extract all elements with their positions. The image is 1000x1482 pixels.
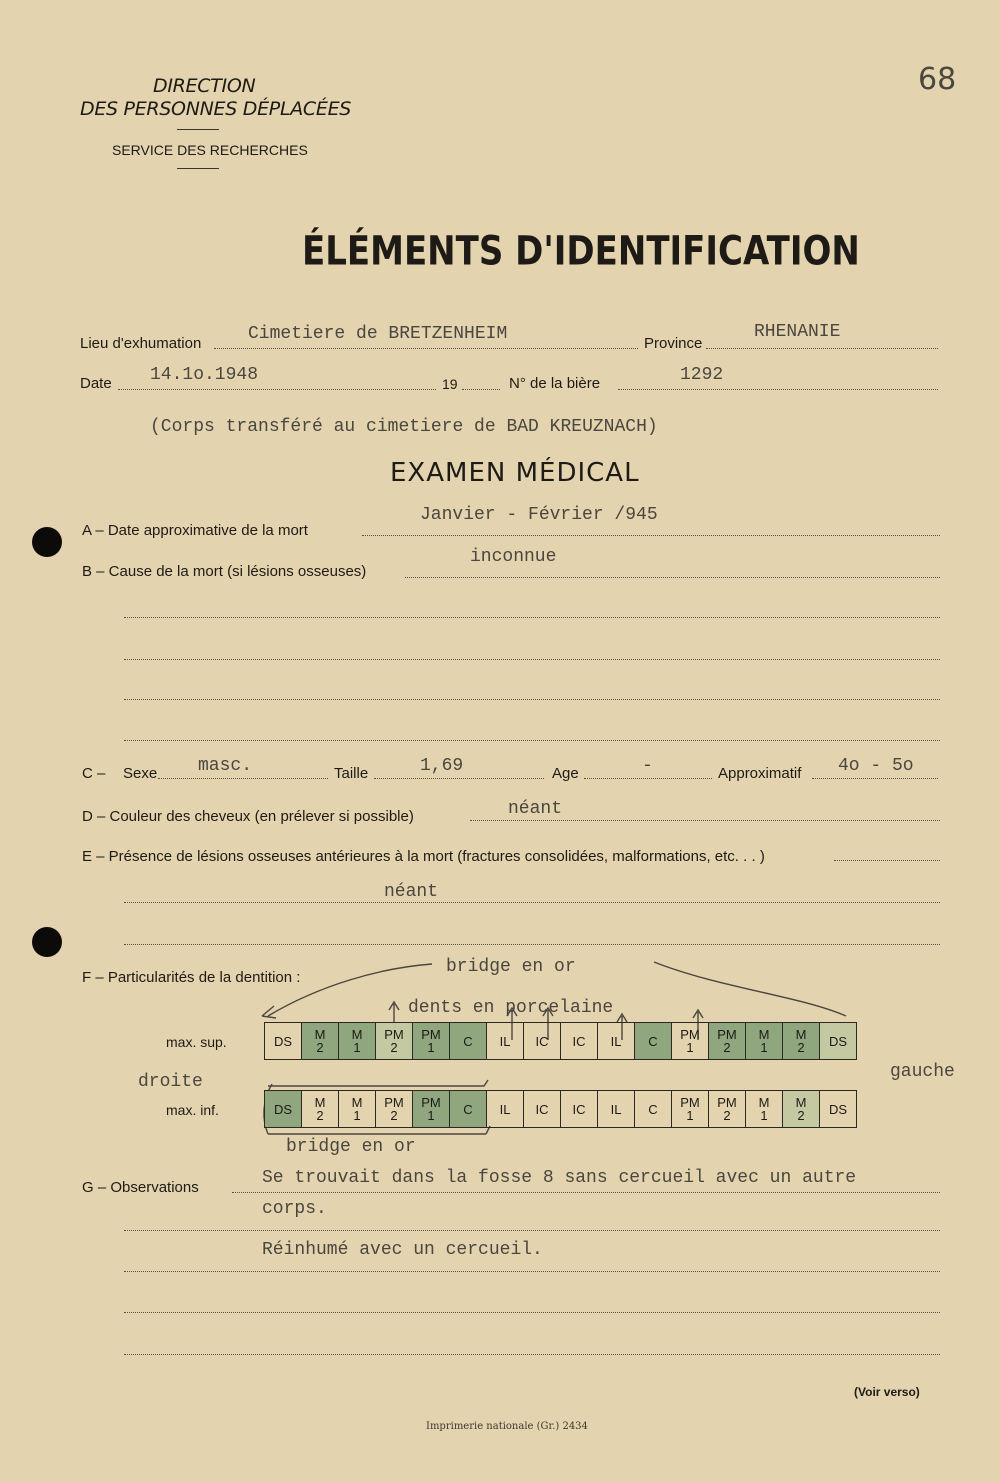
sup-tooth-2-code: M [351,1027,363,1042]
sup-tooth-1-number: 2 [316,1040,324,1055]
section-e-label: E – Présence de lésions osseuses antérieures à la mort (fractures consolidées, malformations, etc. . . ) [82,848,765,865]
inf-tooth-3-code: PM [384,1095,404,1110]
sup-tooth-1-code: M [314,1027,326,1042]
sup-tooth-7-code: IC [535,1033,549,1049]
sup-tooth-13 [746,1023,783,1060]
teeth-chart-upper [264,1022,857,1060]
sup-tooth-2-number: 1 [353,1040,361,1055]
inf-tooth-1-code: M [314,1095,326,1110]
lieu-label: Lieu d'exhumation [80,335,202,352]
inf-tooth-2-number: 1 [353,1108,361,1123]
sup-tooth-12 [709,1023,746,1060]
sup-tooth-13-code: M [758,1027,770,1042]
observation-line-1: Se trouvait dans la fosse 8 sans cercueil avec un autre [262,1168,857,1188]
section-b-label: B – Cause de la mort (si lésions osseuses) [82,563,367,580]
inf-tooth-11-number: 1 [686,1108,694,1123]
sup-tooth-7 [524,1023,561,1060]
sup-tooth-0-code: DS [273,1033,293,1049]
imprimerie: Imprimerie nationale (Gr.) 2434 [426,1421,588,1432]
header-direction: DIRECTION [153,75,256,97]
page-title: ÉLÉMENTS D'IDENTIFICATION [302,228,860,276]
observation-dots-2 [124,1230,940,1231]
taille-label: Taille [334,765,369,782]
sup-tooth-3-number: 2 [390,1040,398,1055]
observation-line-3: Réinhumé avec un cercueil. [262,1240,543,1260]
observation-dots-4 [124,1312,940,1313]
inf-tooth-12-code: PM [717,1095,737,1110]
inf-tooth-15 [820,1091,857,1128]
inf-tooth-8 [561,1091,598,1128]
sexe-value: masc. [198,756,253,776]
sup-tooth-14-number: 2 [797,1040,805,1055]
max-sup-label: max. sup. [166,1034,227,1050]
dentition-note-bottom: bridge en or [286,1137,416,1157]
inf-tooth-8-code: IC [572,1101,586,1117]
inf-tooth-14-code: M [795,1095,807,1110]
inf-tooth-12-number: 2 [723,1108,731,1123]
sup-tooth-4 [413,1023,450,1060]
header-service: SERVICE DES RECHERCHES [112,142,308,158]
sup-tooth-15-code: DS [828,1033,848,1049]
header-personnes: DES PERSONNES DÉPLACÉES [80,98,352,120]
sup-tooth-12-code: PM [717,1027,737,1042]
inf-tooth-13-number: 1 [760,1108,768,1123]
inf-tooth-15-code: DS [828,1101,848,1117]
section-g-label: G – Observations [82,1179,199,1196]
exam-title: EXAMEN MÉDICAL [390,458,640,488]
sup-tooth-5-code: C [463,1033,473,1049]
inf-tooth-3 [376,1091,413,1128]
sup-tooth-15 [820,1023,857,1060]
page-number: 68 [918,62,957,97]
sup-tooth-6 [487,1023,524,1060]
inf-tooth-10 [635,1091,672,1128]
voir-verso: (Voir verso) [854,1385,920,1399]
province-label: Province [644,335,703,352]
sup-tooth-1 [302,1023,339,1060]
sup-tooth-8 [561,1023,598,1060]
inf-tooth-14 [783,1091,820,1128]
section-e-value: néant [384,882,439,902]
inf-tooth-2-code: M [351,1095,363,1110]
section-f-label: F – Particularités de la dentition : [82,969,301,986]
date-label: Date [80,375,112,392]
lieu-value: Cimetiere de BRETZENHEIM [248,324,508,344]
section-g-dots [232,1192,940,1193]
sup-tooth-2 [339,1023,376,1060]
inf-tooth-7-code: IC [535,1101,549,1117]
max-inf-label: max. inf. [166,1102,219,1118]
taille-value: 1,69 [420,756,464,776]
sup-tooth-12-number: 2 [723,1040,731,1055]
sup-tooth-4-code: PM [421,1027,441,1042]
date-value: 14.1o.1948 [150,365,259,385]
inf-tooth-0-code: DS [273,1101,293,1117]
inf-tooth-11 [672,1091,709,1128]
sup-tooth-6-code: IL [499,1033,511,1049]
sup-tooth-10 [635,1023,672,1060]
sup-tooth-14 [783,1023,820,1060]
inf-tooth-13 [746,1091,783,1128]
inf-tooth-5 [450,1091,487,1128]
sup-tooth-4-number: 1 [427,1040,435,1055]
sup-tooth-10-code: C [648,1033,658,1049]
inf-tooth-10-code: C [648,1101,658,1117]
inf-tooth-3-number: 2 [390,1108,398,1123]
inf-tooth-4-code: PM [421,1095,441,1110]
inf-tooth-1-number: 2 [316,1108,324,1123]
inf-tooth-13-code: M [758,1095,770,1110]
droite-label: droite [138,1072,203,1092]
dentition-note-top: bridge en or [446,957,576,977]
section-a-value: Janvier - Février /945 [420,505,658,525]
sup-tooth-11-number: 1 [686,1040,694,1055]
age-label: Age [552,765,579,782]
inf-tooth-6 [487,1091,524,1128]
section-d-label: D – Couleur des cheveux (en prélever si possible) [82,808,414,825]
inf-tooth-2 [339,1091,376,1128]
inf-tooth-5-code: C [463,1101,473,1117]
inf-tooth-4-number: 1 [427,1108,435,1123]
sup-tooth-3-code: PM [384,1027,404,1042]
section-a-label: A – Date approximative de la mort [82,522,308,539]
approx-label: Approximatif [718,765,802,782]
observation-dots-3 [124,1271,940,1272]
approx-value: 4o - 5o [838,756,914,776]
sexe-label: Sexe [123,765,158,782]
sup-tooth-3 [376,1023,413,1060]
observation-dots-5 [124,1354,940,1355]
sup-tooth-5 [450,1023,487,1060]
observation-line-2: corps. [262,1199,327,1219]
inf-tooth-4 [413,1091,450,1128]
biere-label: N° de la bière [509,375,601,392]
sup-tooth-14-code: M [795,1027,807,1042]
sup-tooth-9 [598,1023,635,1060]
sup-tooth-8-code: IC [572,1033,586,1049]
sup-tooth-11 [672,1023,709,1060]
inf-tooth-0 [265,1091,302,1128]
age-value: - [642,756,653,776]
inf-tooth-9 [598,1091,635,1128]
section-b-value: inconnue [470,547,557,567]
inf-tooth-9-code: IL [610,1101,622,1117]
inf-tooth-11-code: PM [680,1095,700,1110]
sup-tooth-0 [265,1023,302,1060]
section-d-value: néant [508,799,563,819]
inf-tooth-14-number: 2 [797,1108,805,1123]
sup-tooth-11-code: PM [680,1027,700,1042]
year-prefix: 19 [442,376,458,392]
gauche-label: gauche [890,1062,955,1082]
transfer-note: (Corps transféré au cimetiere de BAD KREUZNACH) [150,417,658,437]
dentition-note-mid: dents en porcelaine [408,998,614,1018]
teeth-chart-lower [264,1090,857,1128]
section-c-letter: C – [82,765,106,782]
inf-tooth-1 [302,1091,339,1128]
sup-tooth-13-number: 1 [760,1040,768,1055]
inf-tooth-7 [524,1091,561,1128]
sup-tooth-9-code: IL [610,1033,622,1049]
inf-tooth-12 [709,1091,746,1128]
inf-tooth-6-code: IL [499,1101,511,1117]
biere-value: 1292 [680,365,724,385]
province-value: RHENANIE [754,322,841,342]
